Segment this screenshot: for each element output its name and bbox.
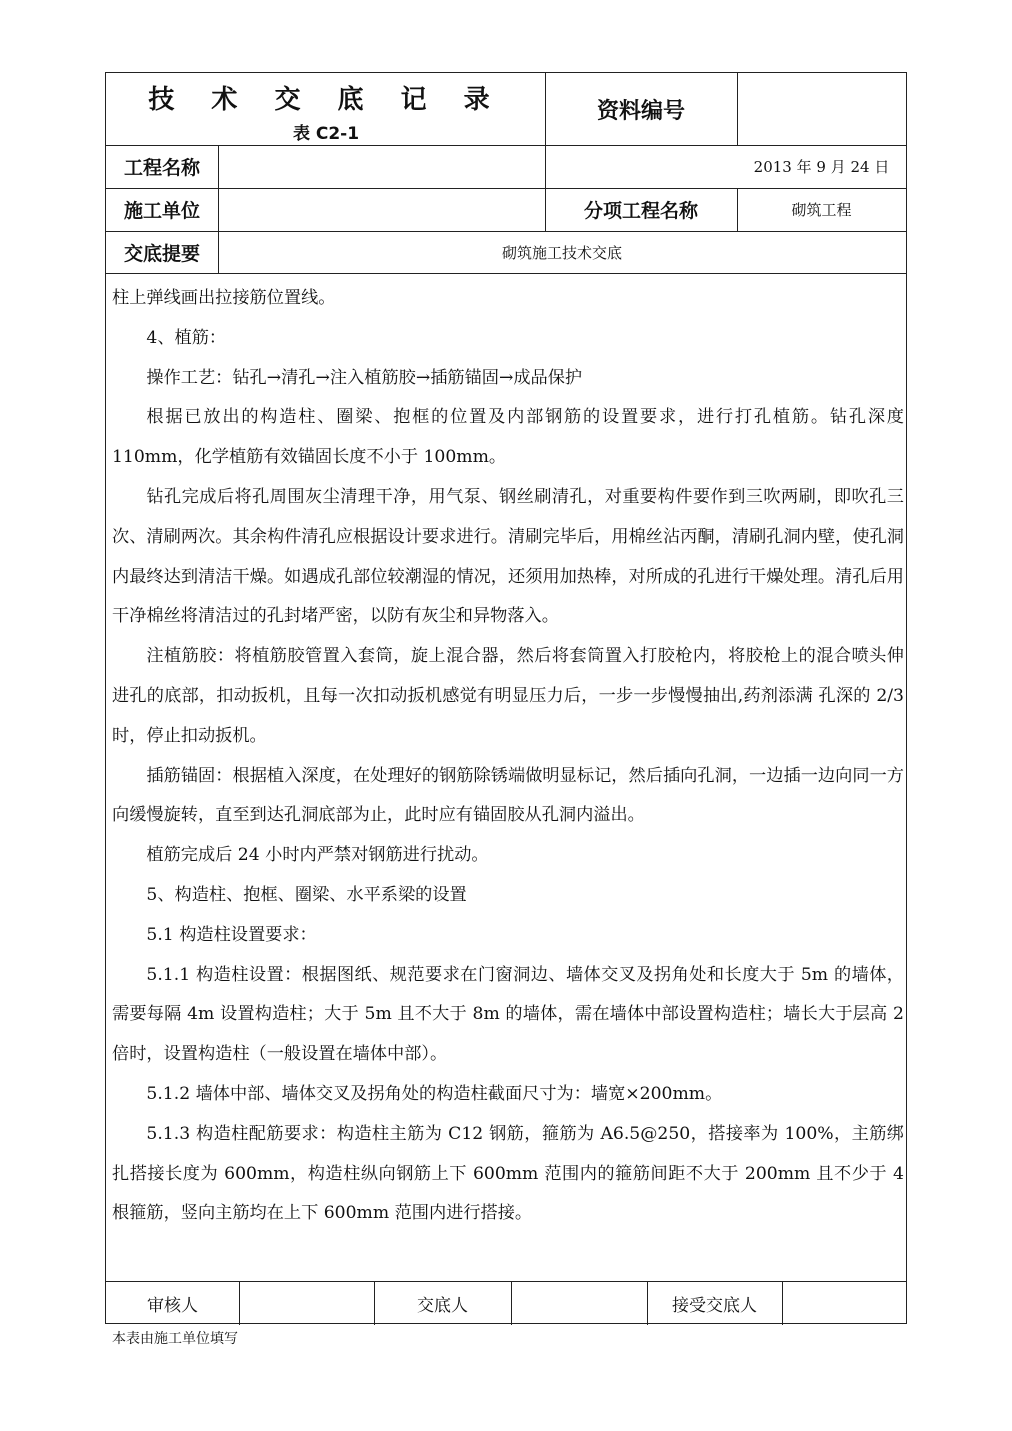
- summary-field[interactable]: 砌筑施工技术交底: [501, 243, 622, 262]
- body-paragraph: 柱上弹线画出拉接筋位置线。: [112, 288, 336, 308]
- doc-no-label: 资料编号: [596, 98, 685, 124]
- contractor-field[interactable]: [218, 188, 545, 231]
- body-paragraph: 4、植筋：: [146, 327, 227, 348]
- form-code: 表 C2-1: [292, 124, 360, 144]
- doc-no-field[interactable]: [737, 73, 906, 145]
- body-paragraph: 5.1.1 构造柱设置：根据图纸、规范要求在门窗洞边、墙体交叉及拐角处和长度大于 5m 的墙体，需要每隔 4m 设置构造柱；大于 5m 且不大于 8m 的墙体，需在墙体中部设置构造柱；墙长大于层高 2 倍时，设置构造柱（一般设置在墙体中部）。: [112, 964, 904, 1065]
- summary-label: 交底提要: [123, 242, 200, 265]
- sub-project-field[interactable]: 砌筑工程: [791, 201, 852, 219]
- receiver-field[interactable]: [782, 1281, 906, 1325]
- footer-note: 本表由施工单位填写: [112, 1331, 238, 1347]
- sub-project-label: 分项工程名称: [583, 200, 698, 222]
- body-paragraph: 注植筋胶：将植筋胶管置入套筒，旋上混合器，然后将套筒置入打胶枪内，将胶枪上的混合喷头伸 进孔的底部，扣动扳机，且每一次扣动扳机感觉有明显压力后，一步一步慢慢抽出,药剂添满 孔深的 2/3 时，停止扣动扳机。: [112, 646, 904, 746]
- project-name-field[interactable]: [218, 145, 545, 188]
- body-paragraph: 5.1.2 墙体中部、墙体交叉及拐角处的构造柱截面尺寸为：墙宽×200mm。: [146, 1083, 723, 1104]
- body-paragraph: 操作工艺：钻孔→清孔→注入植筋胶→插筋锚固→成品保护: [146, 367, 583, 388]
- contractor-label: 施工单位: [123, 200, 200, 222]
- divider: [106, 273, 906, 274]
- body-paragraph: 植筋完成后 24 小时内严禁对钢筋进行扰动。: [146, 845, 489, 866]
- discloser-field[interactable]: [511, 1281, 647, 1325]
- disclosure-content: [112, 279, 904, 1234]
- body-paragraph: 根据已放出的构造柱、圈梁、抱框的位置及内部钢筋的设置要求，进行打孔植筋。钻孔深度 110mm，化学植筋有效锚固长度不小于 100mm。: [112, 407, 904, 468]
- disclosure-form: [105, 72, 907, 1324]
- form-title: 技 术 交 底 记 录: [148, 85, 504, 115]
- receiver-label: 接受交底人: [672, 1295, 757, 1316]
- body-paragraph: 插筋锚固：根据植入深度，在处理好的钢筋除锈端做明显标记，然后插向孔洞，一边插一边向同一方向缓慢旋转，直至到达孔洞底部为止，此时应有锚固胶从孔洞内溢出。: [112, 765, 904, 826]
- body-paragraph: 5、构造柱、抱框、圈梁、水平系梁的设置: [146, 884, 467, 905]
- reviewer-field[interactable]: [239, 1281, 374, 1325]
- body-paragraph: 钻孔完成后将孔周围灰尘清理干净，用气泵、钢丝刷清孔，对重要构件要作到三吹两刷，即吹孔三次、清刷两次。其余构件清孔应根据设计要求进行。清刷完毕后，用棉丝沾丙酮，清刷孔洞内壁，使孔洞内最终达到清洁干燥。如遇成孔部位较潮湿的情况，还须用加热棒，对所成的孔进行干燥处理。清孔后用干净棉丝将清洁过的孔封堵严密，以防有灰尘和异物落入。: [112, 486, 904, 627]
- date-field[interactable]: 2013 年 9 月 24 日: [753, 158, 890, 176]
- project-name-label: 工程名称: [123, 157, 200, 179]
- body-paragraph: 5.1 构造柱设置要求：: [146, 924, 317, 945]
- body-paragraph: 5.1.3 构造柱配筋要求：构造柱主筋为 C12 钢筋，箍筋为 A6.5@250，搭接率为 100%，主筋绑扎搭接长度为 600mm，构造柱纵向钢筋上下 600mm 范围内的箍筋间距不大于 200mm 且不少于 4 根箍筋，竖向主筋均在上下 600mm 范围内进行搭接。: [112, 1123, 904, 1224]
- reviewer-label: 审核人: [147, 1295, 198, 1316]
- discloser-label: 交底人: [417, 1295, 468, 1316]
